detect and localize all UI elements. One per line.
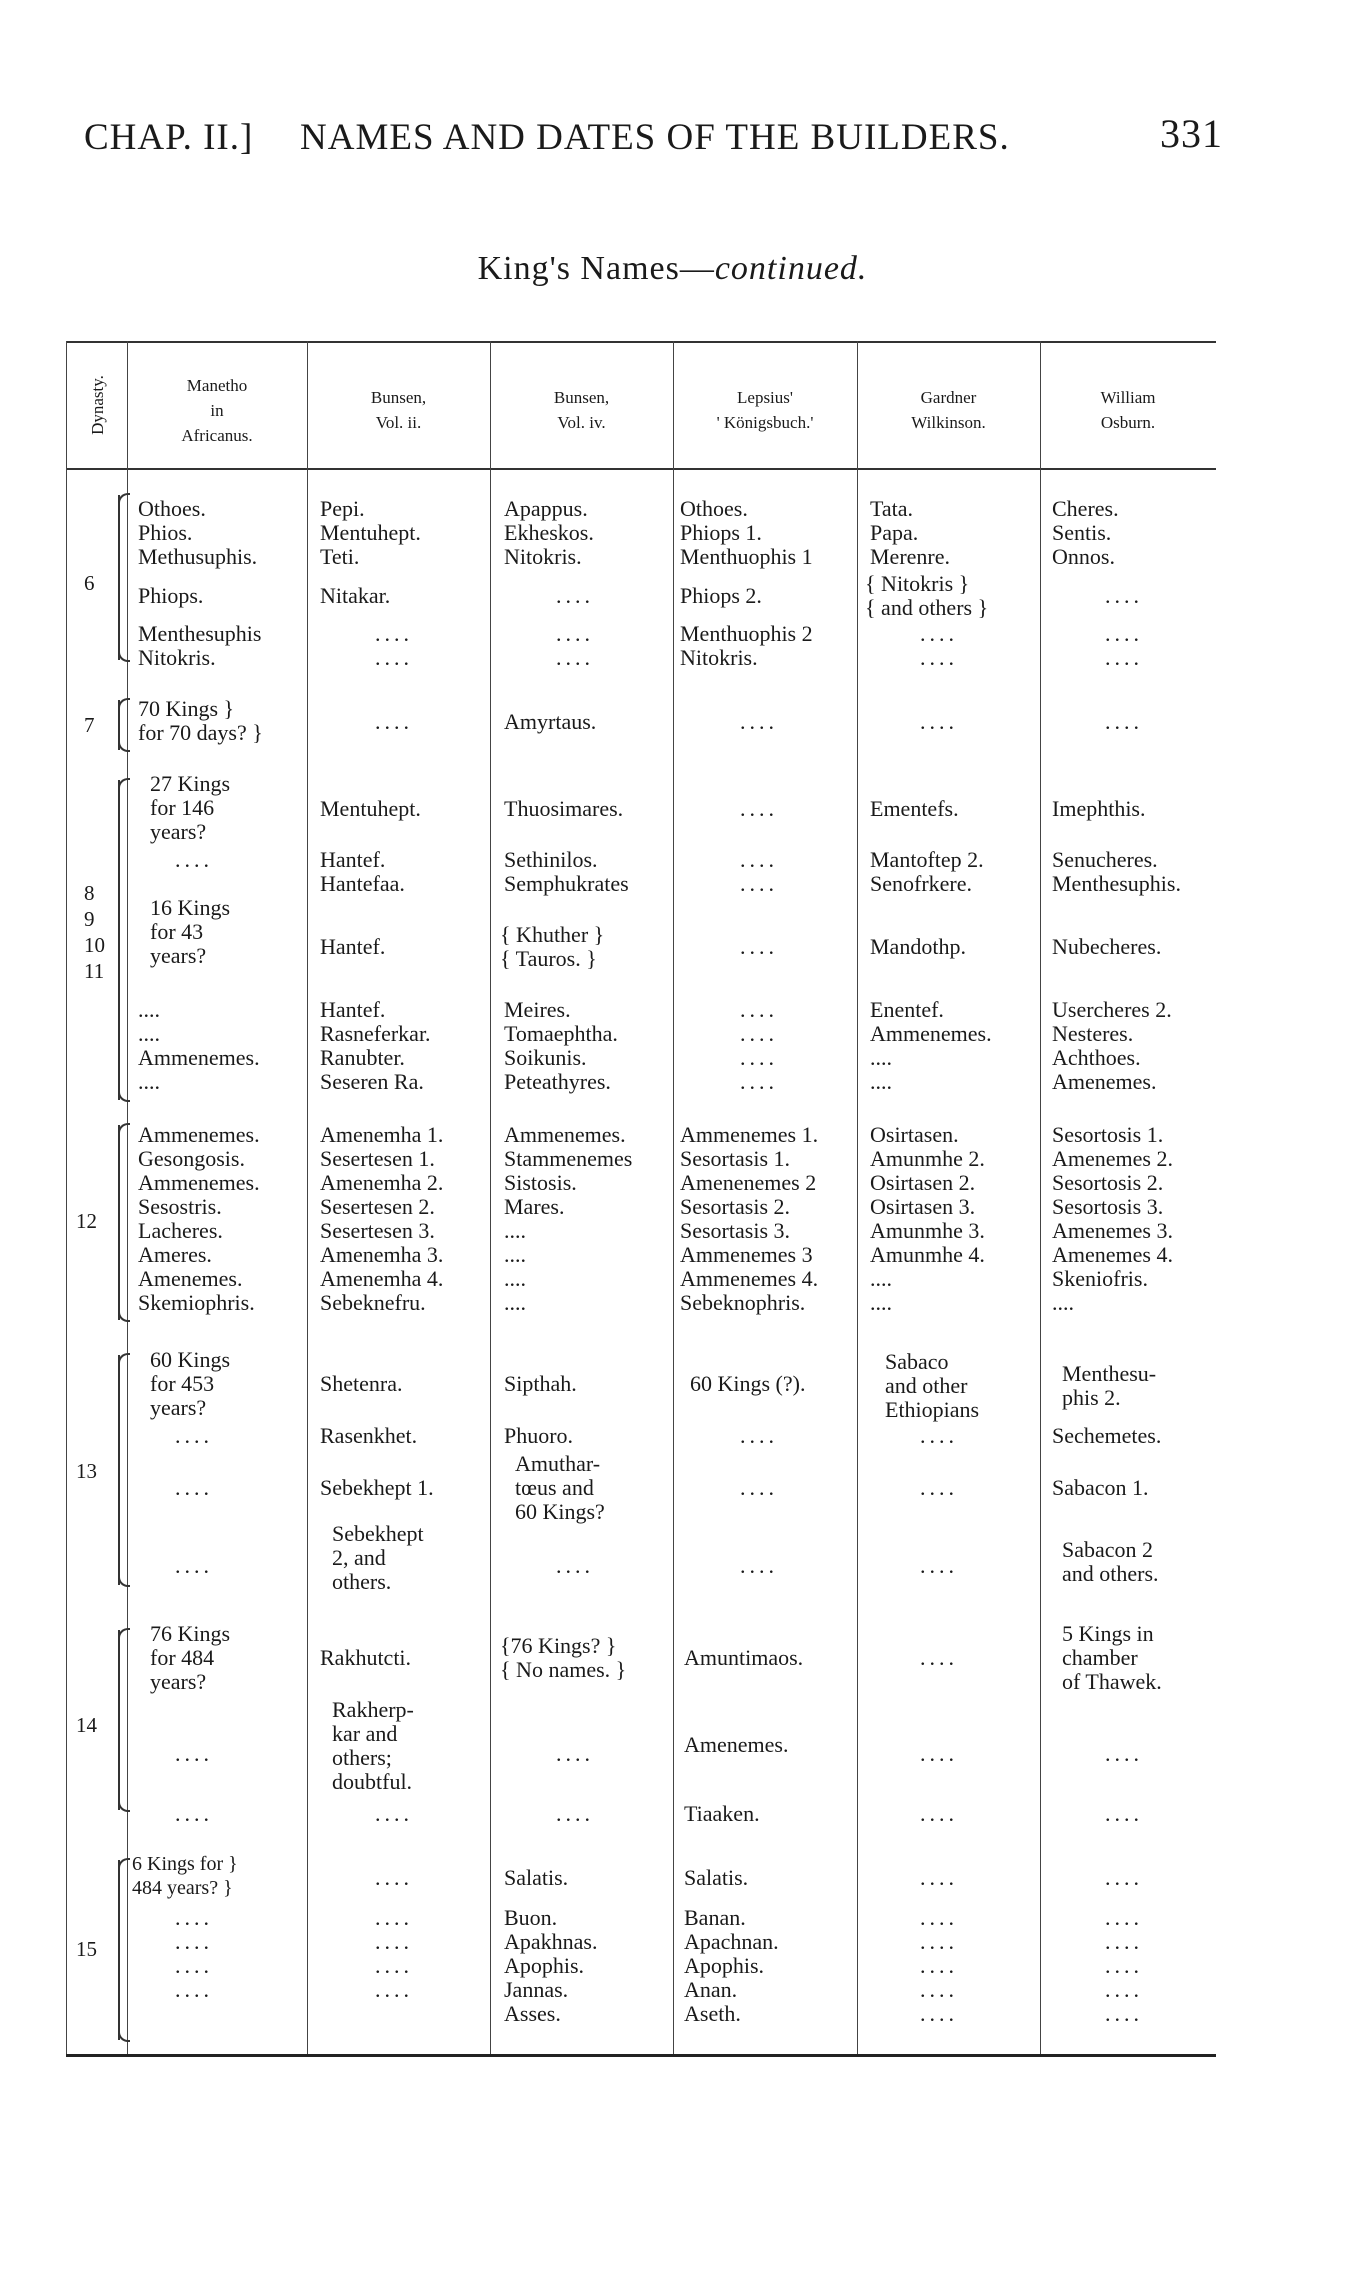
cell-manetho: 16 Kings for 43 years? (150, 895, 231, 968)
cell-wilkinson: Osirtasen. Amunmhe 2. Osirtasen 2. Osirtasen 3. Amunmhe 3. Amunmhe 4. .... .... (870, 1122, 985, 1315)
cell-osburn: Imephthis. (1052, 796, 1146, 821)
table-title (0, 250, 1345, 288)
dynasty-12-brace (118, 1125, 130, 1320)
cell-lepsius: Banan. Apachnan. Apophis. Anan. Aseth. (684, 1905, 779, 2026)
cell-wilkinson: .... .... .... .... .... (920, 1905, 958, 2026)
table-top-rule (66, 341, 1216, 343)
dynasty-14-brace (118, 1630, 130, 1810)
cell-bunsen-iv: Buon. Apakhnas. Apophis. Jannas. Asses. (504, 1905, 598, 2026)
cell-bunsen-iv: .... (556, 1553, 594, 1578)
dynasty-6-brace (118, 495, 130, 660)
cell-manetho: .... (175, 1801, 213, 1826)
cell-manetho: .... (175, 1423, 213, 1448)
cell-manetho: .... (175, 847, 213, 872)
header-osburn: William Osburn. (1100, 388, 1156, 432)
cell-manetho: 76 Kings for 484 years? (150, 1621, 231, 1694)
cell-bunsen-iv: Meires. Tomaephtha. Soikunis. Peteathyres. (504, 997, 618, 1094)
cell-bunsen-ii: .... .... .... .... (375, 1905, 413, 2002)
cell-manetho: .... .... .... .... (175, 1905, 213, 2002)
chapter-label: CHAP. II.] (84, 117, 254, 158)
cell-wilkinson: .... (920, 1423, 958, 1448)
cell-lepsius: .... (740, 1475, 778, 1500)
cell-manetho: Phios. (138, 520, 193, 545)
running-head (0, 108, 1345, 158)
cell-wilkinson: .... (920, 1801, 958, 1826)
cell-bunsen-iv: Ekheskos. (504, 520, 594, 545)
cell-bunsen-ii: Rasenkhet. (320, 1423, 418, 1448)
dynasty-7-brace (118, 700, 130, 750)
cell-lepsius: Phiops 1. (680, 520, 762, 545)
cell-osburn: .... (1105, 1741, 1143, 1766)
cell-lepsius: .... (740, 1553, 778, 1578)
cell-bunsen-ii: Amenemha 1. Sesertesen 1. Amenemha 2. Sesertesen 2. Sesertesen 3. Amenemha 3. Amenemha 4. Sebeknefru. (320, 1122, 444, 1315)
cell-wilkinson: Papa. (870, 520, 919, 545)
cell-osburn: .... .... .... .... .... (1105, 1905, 1143, 2026)
dynasty-label: 15 (76, 1937, 97, 1961)
cell-wilkinson: Sabaco and other Ethiopians (885, 1349, 980, 1422)
cell-lepsius: .... (740, 1423, 778, 1448)
cell-osburn: Sentis. (1052, 520, 1112, 545)
cell-bunsen-iv: Sethinilos. Semphukrates (504, 847, 629, 896)
cell-osburn: Sesortosis 1. Amenemes 2. Sesortosis 2. Sesortosis 3. Amenemes 3. Amenemes 4. Skeniofris. .... (1052, 1122, 1173, 1315)
dynasty-15-brace (118, 1860, 130, 2040)
cell-wilkinson: Mantoftep 2. Senofrkere. (870, 847, 984, 896)
cell-wilkinson: Mandothp. (870, 934, 966, 959)
cell-bunsen-ii: .... (375, 645, 413, 670)
cell-wilkinson: .... (920, 1741, 958, 1766)
cell-manetho: 70 Kings } for 70 days? } (138, 696, 263, 745)
cell-wilkinson: .... (920, 709, 958, 734)
cell-lepsius: .... (740, 709, 778, 734)
cell-wilkinson: .... (920, 1865, 958, 1890)
column-divider (1040, 341, 1041, 2054)
dynasty-label: 14 (76, 1713, 97, 1737)
cell-bunsen-iv: .... (556, 645, 594, 670)
cell-wilkinson: .... (920, 1553, 958, 1578)
cell-lepsius: Salatis. (684, 1865, 749, 1890)
cell-manetho: Menthesuphis (138, 621, 262, 646)
cell-bunsen-iv: {76 Kings? } { No names. } (500, 1633, 627, 1682)
cell-osburn: Sechemetes. (1052, 1423, 1162, 1448)
cell-osburn: Nubecheres. (1052, 934, 1162, 959)
dynasty-label: 7 (84, 713, 95, 737)
column-divider (857, 341, 858, 2054)
cell-bunsen-iv: Phuoro. (504, 1423, 574, 1448)
cell-lepsius: Phiops 2. (680, 583, 762, 608)
cell-bunsen-ii: Sebekhept 2, and others. (332, 1521, 424, 1594)
header-bunsen-vol-iv: Bunsen, Vol. iv. (553, 388, 610, 432)
cell-lepsius: Tiaaken. (684, 1801, 760, 1826)
cell-manetho: 27 Kings for 146 years? (150, 771, 231, 844)
cell-bunsen-ii: Hantef. Hantefaa. (320, 847, 405, 896)
cell-osburn: .... (1105, 645, 1143, 670)
cell-bunsen-iv: Thuosimares. (504, 796, 624, 821)
cell-manetho: 6 Kings for } 484 years? } (132, 1853, 238, 1899)
cell-bunsen-ii: Pepi. (320, 496, 365, 521)
cell-manetho: .... (175, 1475, 213, 1500)
cell-bunsen-iv: Ammenemes. Stammenemes Sistosis. Mares. .... .... .... .... (504, 1122, 633, 1315)
cell-bunsen-ii: Nitakar. (320, 583, 391, 608)
dynasty-8-11-brace (118, 780, 130, 1100)
header-wilkinson: Gardner Wilkinson. (911, 388, 986, 432)
cell-wilkinson: Ementefs. (870, 796, 959, 821)
dynasty-label: 8 9 10 11 (84, 881, 105, 983)
column-divider (307, 341, 308, 2054)
cell-bunsen-iv: Sipthah. (504, 1371, 577, 1396)
cell-bunsen-iv: Amuthar- tœus and 60 Kings? (515, 1451, 605, 1524)
cell-wilkinson: .... (920, 1475, 958, 1500)
cell-lepsius: Nitokris. (680, 645, 758, 670)
cell-osburn: Usercheres 2. Nesteres. Achthoes. Amenemes. (1052, 997, 1172, 1094)
dynasty-label: 13 (76, 1459, 97, 1483)
cell-manetho: Methusuphis. (138, 544, 258, 569)
cell-bunsen-iv: .... (556, 1801, 594, 1826)
cell-lepsius: Menthuophis 1 (680, 544, 813, 569)
cell-wilkinson: { Nitokris } { and others } (865, 571, 989, 620)
cell-bunsen-iv: .... (556, 621, 594, 646)
cell-bunsen-ii: Sebekhept 1. (320, 1475, 434, 1500)
cell-bunsen-ii: .... (375, 1801, 413, 1826)
cell-wilkinson: .... (920, 1645, 958, 1670)
cell-lepsius: Amuntimaos. (684, 1645, 804, 1670)
header-manetho: Manetho in Africanus. (181, 375, 253, 445)
cell-bunsen-ii: .... (375, 621, 413, 646)
cell-osburn: Cheres. (1052, 496, 1119, 521)
cell-bunsen-iv: Amyrtaus. (504, 709, 597, 734)
cell-osburn: .... (1105, 1801, 1143, 1826)
cell-wilkinson: Enentef. Ammenemes. .... .... (870, 997, 992, 1094)
cell-bunsen-ii: Hantef. Rasneferkar. Ranubter. Seseren Ra. (320, 997, 431, 1094)
header-lepsius: Lepsius' ' Königsbuch.' (716, 388, 814, 432)
cell-bunsen-iv: .... (556, 583, 594, 608)
column-divider (490, 341, 491, 2054)
header-dynasty: Dynasty. (88, 375, 107, 435)
cell-bunsen-iv: Salatis. (504, 1865, 569, 1890)
table-header-rule (66, 468, 1216, 470)
cell-manetho: Othoes. (138, 496, 206, 521)
cell-bunsen-ii: Mentuhept. (320, 796, 421, 821)
cell-osburn: .... (1105, 583, 1143, 608)
cell-wilkinson: .... (920, 645, 958, 670)
table-title-main: King's Names— (477, 250, 715, 287)
cell-lepsius: Ammenemes 1. Sesortasis 1. Amenenemes 2 Sesortasis 2. Sesortasis 3. Ammenemes 3 Ammenemes 4. Sebeknophris. (680, 1122, 819, 1315)
cell-manetho: 60 Kings for 453 years? (150, 1347, 231, 1420)
cell-bunsen-ii: .... (375, 709, 413, 734)
cell-bunsen-ii: .... (375, 1865, 413, 1890)
cell-bunsen-iv: { Khuther } { Tauros. } (500, 922, 605, 971)
cell-manetho: .... (175, 1741, 213, 1766)
cell-lepsius: .... (740, 934, 778, 959)
cell-manetho: Phiops. (138, 583, 204, 608)
cell-osburn: Onnos. (1052, 544, 1115, 569)
cell-lepsius: .... (740, 796, 778, 821)
cell-bunsen-ii: Teti. (320, 544, 360, 569)
table-bottom-rule (66, 2054, 1216, 2057)
cell-manetho: Nitokris. (138, 645, 216, 670)
cell-manetho: Ammenemes. Gesongosis. Ammenemes. Sesostris. Lacheres. Ameres. Amenemes. Skemiophris. (138, 1122, 260, 1315)
column-divider (673, 341, 674, 2054)
cell-bunsen-ii: Mentuhept. (320, 520, 421, 545)
cell-osburn: Sabacon 2 and others. (1062, 1537, 1159, 1586)
cell-lepsius: 60 Kings (?). (690, 1371, 806, 1396)
cell-osburn: Sabacon 1. (1052, 1475, 1149, 1500)
cell-manetho: .... (175, 1553, 213, 1578)
cell-wilkinson: Tata. (870, 496, 914, 521)
cell-bunsen-iv: Apappus. (504, 496, 588, 521)
cell-osburn: Menthesu- phis 2. (1062, 1361, 1157, 1410)
cell-osburn: 5 Kings in chamber of Thawek. (1062, 1621, 1162, 1694)
dynasty-label: 12 (76, 1209, 97, 1233)
dynasty-label: 6 (84, 571, 95, 595)
cell-lepsius: Amenemes. (684, 1732, 789, 1757)
cell-manetho: .... .... Ammenemes. .... (138, 997, 260, 1094)
page-number: 331 (1160, 111, 1223, 156)
cell-lepsius: Othoes. (680, 496, 748, 521)
table-left-border (66, 341, 67, 2054)
cell-wilkinson: .... (920, 621, 958, 646)
cell-bunsen-ii: Rakherp- kar and others; doubtful. (332, 1697, 414, 1794)
cell-osburn: Senucheres. Menthesuphis. (1052, 847, 1181, 896)
table-title-italic: continued. (714, 250, 868, 287)
cell-bunsen-ii: Shetenra. (320, 1371, 403, 1396)
cell-bunsen-ii: Hantef. (320, 934, 386, 959)
cell-osburn: .... (1105, 1865, 1143, 1890)
cell-bunsen-iv: Nitokris. (504, 544, 582, 569)
cell-osburn: .... (1105, 709, 1143, 734)
cell-lepsius: Menthuophis 2 (680, 621, 813, 646)
cell-wilkinson: Merenre. (870, 544, 951, 569)
header-bunsen-vol-ii: Bunsen, Vol. ii. (370, 388, 427, 432)
cell-bunsen-ii: Rakhutcti. (320, 1645, 412, 1670)
cell-lepsius: .... .... .... .... (740, 997, 778, 1094)
dynasty-13-brace (118, 1355, 130, 1585)
cell-bunsen-iv: .... (556, 1741, 594, 1766)
cell-lepsius: .... .... (740, 847, 778, 896)
cell-osburn: .... (1105, 621, 1143, 646)
running-title: NAMES AND DATES OF THE BUILDERS. (300, 117, 1010, 158)
